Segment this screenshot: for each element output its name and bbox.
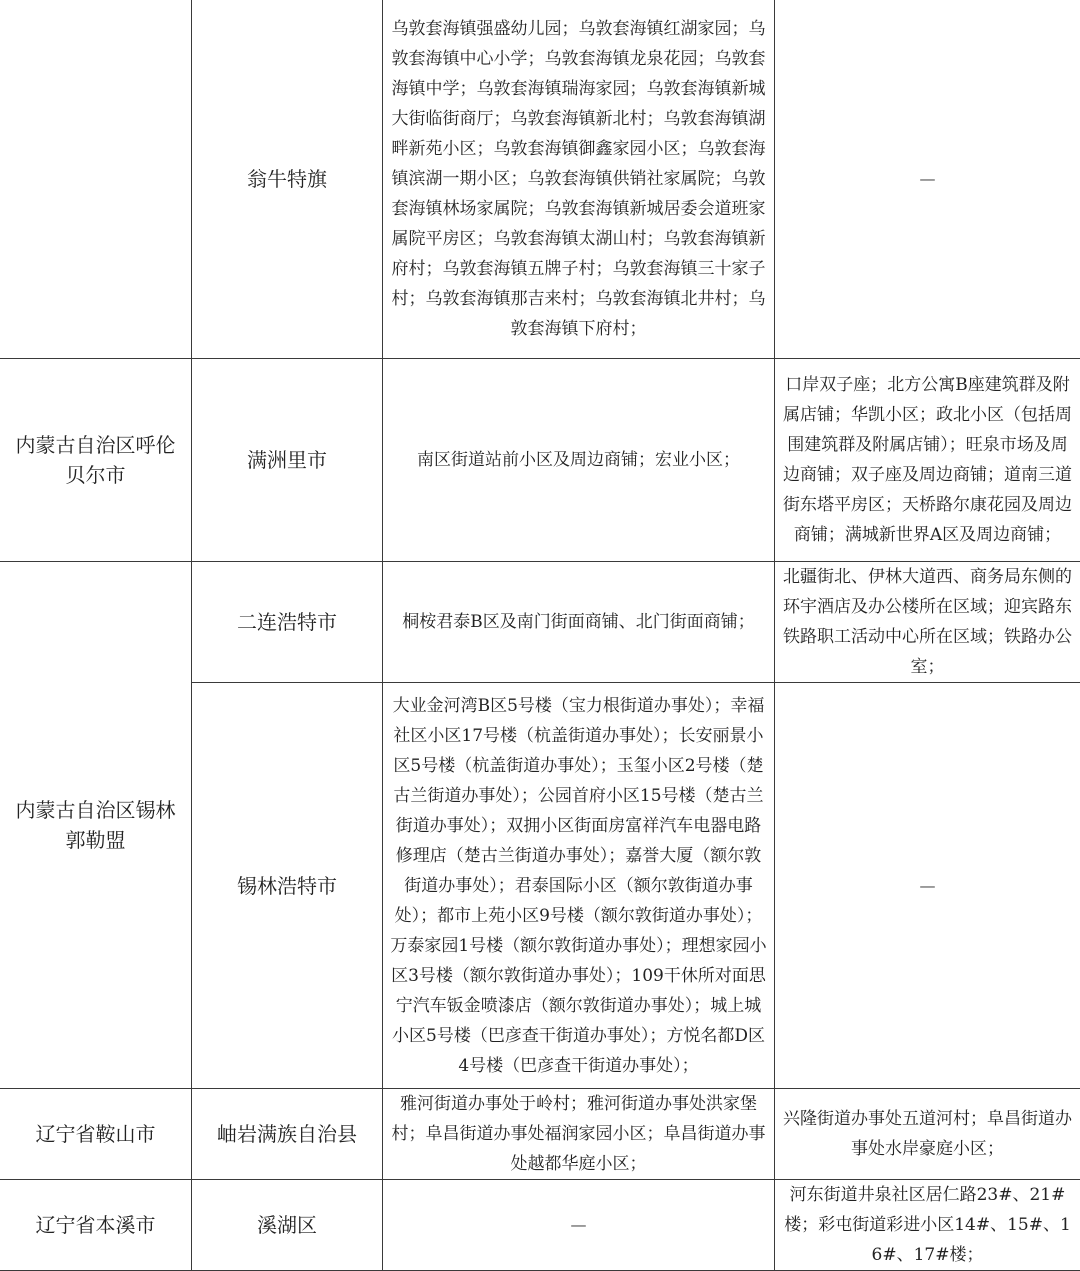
- mid-risk-cell: 南区街道站前小区及周边商铺；宏业小区；: [383, 359, 775, 562]
- table-row: [0, 562, 1080, 683]
- region-cell: 内蒙古自治区锡林郭勒盟: [0, 562, 192, 1089]
- table-row: [0, 359, 1080, 562]
- city-cell: 岫岩满族自治县: [192, 1089, 383, 1180]
- region-cell: [0, 0, 192, 359]
- mid-risk-cell: 大业金河湾B区5号楼（宝力根街道办事处）；幸福社区小区17号楼（杭盖街道办事处）；长安丽景小区5号楼（杭盖街道办事处）；玉玺小区2号楼（楚古兰街道办事处）；公园首府小区15号楼（楚古兰街道办事处）；双拥小区街面房富祥汽车电器电路修理店（楚古兰街道办事处）；嘉誉大厦（额尔敦街道办事处）；君泰国际小区（额尔敦街道办事处）；都市上苑小区9号楼（额尔敦街道办事处）；万泰家园1号楼（额尔敦街道办事处）；理想家园小区3号楼（额尔敦街道办事处）；109干休所对面思宁汽车钣金喷漆店（额尔敦街道办事处）；城上城小区5号楼（巴彦查干街道办事处）；方悦名都D区4号楼（巴彦查干街道办事处）；: [383, 683, 775, 1089]
- city-cell: 翁牛特旗: [192, 0, 383, 359]
- table-row: [0, 0, 1080, 359]
- mid-risk-cell: 乌敦套海镇强盛幼儿园；乌敦套海镇红湖家园；乌敦套海镇中心小学；乌敦套海镇龙泉花园；乌敦套海镇中学；乌敦套海镇瑞海家园；乌敦套海镇新城大街临街商厅；乌敦套海镇新北村；乌敦套海镇湖畔新苑小区；乌敦套海镇御鑫家园小区；乌敦套海镇滨湖一期小区；乌敦套海镇供销社家属院；乌敦套海镇林场家属院；乌敦套海镇新城居委会道班家属院平房区；乌敦套海镇太湖山村；乌敦套海镇新府村；乌敦套海镇五牌子村；乌敦套海镇三十家子村；乌敦套海镇那吉来村；乌敦套海镇北井村；乌敦套海镇下府村；: [383, 0, 775, 359]
- region-cell: 内蒙古自治区呼伦贝尔市: [0, 359, 192, 562]
- high-risk-cell: 兴隆街道办事处五道河村；阜昌街道办事处水岸豪庭小区；: [775, 1089, 1080, 1180]
- city-cell: 锡林浩特市: [192, 683, 383, 1089]
- high-risk-cell: —: [775, 0, 1080, 359]
- high-risk-cell: 北疆街北、伊林大道西、商务局东侧的环宇酒店及办公楼所在区域；迎宾路东铁路职工活动中心所在区域；铁路办公室；: [775, 562, 1080, 683]
- high-risk-cell: —: [775, 683, 1080, 1089]
- city-cell: 满洲里市: [192, 359, 383, 562]
- high-risk-cell: 口岸双子座；北方公寓B座建筑群及附属店铺；华凯小区；政北小区（包括周围建筑群及附属店铺）；旺泉市场及周边商铺；双子座及周边商铺；道南三道街东塔平房区；天桥路尔康花园及周边商铺；满城新世界A区及周边商铺；: [775, 359, 1080, 562]
- table-row: [0, 1180, 1080, 1271]
- mid-risk-cell: 桐桉君泰B区及南门街面商铺、北门街面商铺；: [383, 562, 775, 683]
- mid-risk-cell: —: [383, 1180, 775, 1271]
- table-row: [0, 1089, 1080, 1180]
- high-risk-cell: 河东街道井泉社区居仁路23#、21#楼；彩屯街道彩进小区14#、15#、16#、17#楼；: [775, 1180, 1080, 1271]
- region-cell: 辽宁省鞍山市: [0, 1089, 192, 1180]
- city-cell: 二连浩特市: [192, 562, 383, 683]
- city-cell: 溪湖区: [192, 1180, 383, 1271]
- region-cell: 辽宁省本溪市: [0, 1180, 192, 1271]
- mid-risk-cell: 雅河街道办事处于岭村；雅河街道办事处洪家堡村；阜昌街道办事处福润家园小区；阜昌街道办事处越都华庭小区；: [383, 1089, 775, 1180]
